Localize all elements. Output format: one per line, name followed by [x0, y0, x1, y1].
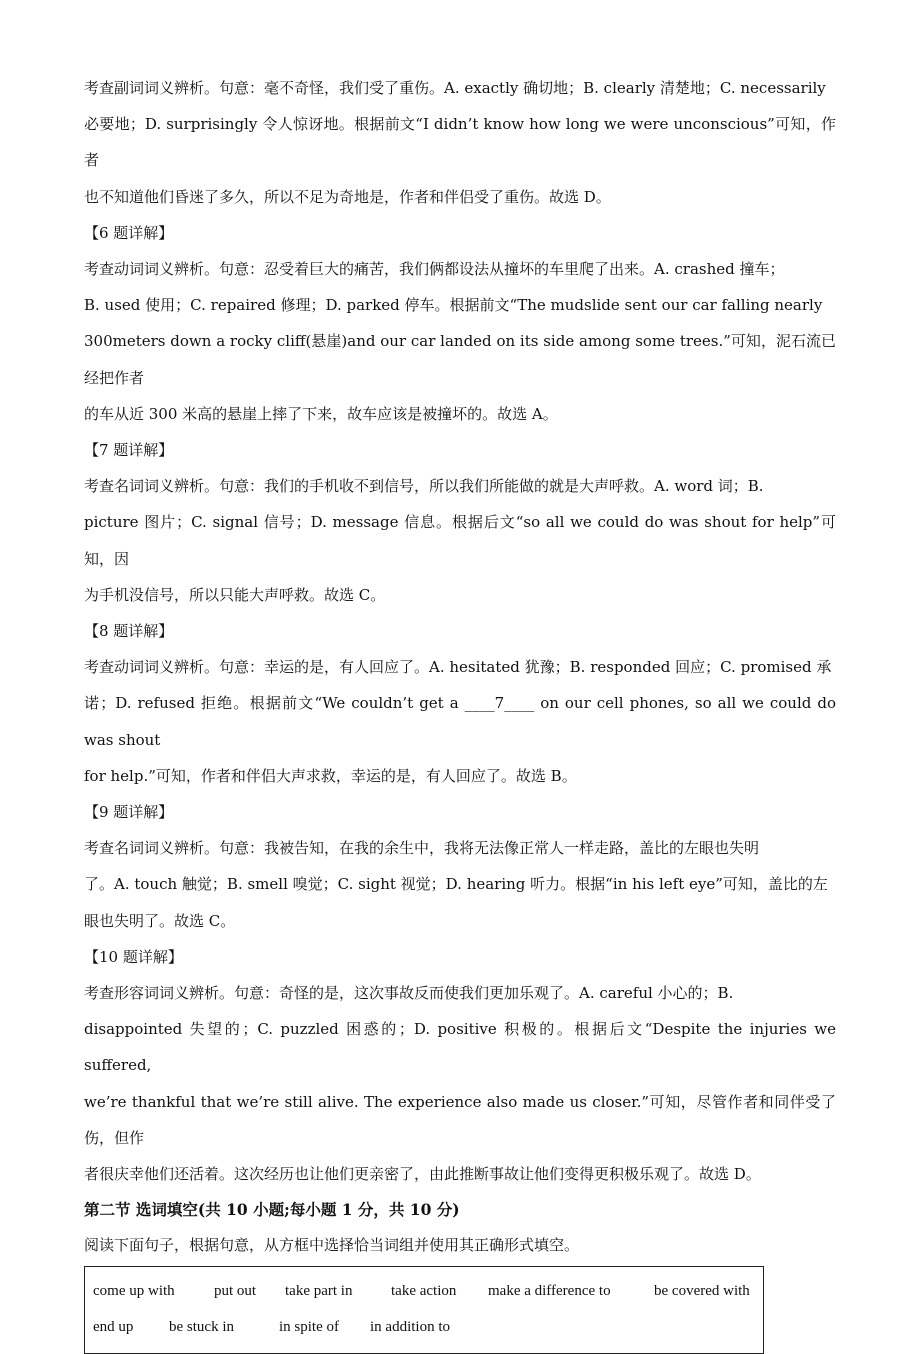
text-line: 考查名词词义辨析。句意：我们的手机收不到信号，所以我们所能做的就是大声呼救。A. word 词；B.	[84, 477, 764, 496]
text-line: 考查名词词义辨析。句意：我被告知，在我的余生中，我将无法像正常人一样走路，盖比的左眼也失明	[84, 839, 760, 858]
text-line: 也不知道他们昏迷了多久，所以不足为奇地是，作者和伴侣受了重伤。故选 D。	[84, 187, 611, 206]
text-line: 考查形容词词义辨析。句意：奇怪的是，这次事故反而使我们更加乐观了。A. careful 小心的；B.	[84, 984, 734, 1003]
text-line: 考查动词词义辨析。句意：忍受着巨大的痛苦，我们俩都设法从撞坏的车里爬了出来。A. crashed 撞车；	[84, 260, 785, 279]
text-line: 者很庆幸他们还活着。这次经历也让他们更亲密了，由此推断事故让他们变得更积极乐观了。故选 D。	[84, 1165, 761, 1184]
word-bank-item: be stuck in	[169, 1319, 234, 1336]
word-bank-item: end up	[93, 1319, 134, 1336]
text-line: B. used 使用；C. repaired 修理；D. parked 停车。根据前文“The mudslide sent our car falling nearly	[84, 296, 823, 315]
word-bank-box	[84, 1266, 764, 1354]
explanation-paragraph	[84, 251, 836, 432]
explanation-paragraph	[84, 649, 836, 794]
question-heading: 【9 题详解】	[84, 803, 174, 822]
text-line: 的车从近 300 米高的悬崖上摔了下来，故车应该是被撞坏的。故选 A。	[84, 404, 558, 423]
word-bank-item: come up with	[93, 1283, 175, 1300]
explanation-paragraph	[84, 975, 836, 1192]
question-heading: 【6 题详解】	[84, 223, 174, 242]
word-bank-item: put out	[214, 1283, 257, 1300]
text-line: 必要地；D. surprisingly 令人惊讶地。根据前文“I didn’t know how long we were unconscious”可知，作者	[84, 115, 836, 170]
text-line: disappointed 失望的；C. puzzled 困惑的；D. positive 积极的。根据后文“Despite the injuries we suffered,	[84, 1020, 836, 1075]
question-heading: 【7 题详解】	[84, 441, 174, 460]
word-bank-row-2	[93, 1309, 755, 1345]
word-bank-item: take part in	[285, 1283, 353, 1300]
text-line: 考查副词词义辨析。句意：毫不奇怪，我们受了重伤。A. exactly 确切地；B. clearly 清楚地；C. necessarily	[84, 79, 826, 97]
word-bank-item: make a difference to	[488, 1283, 611, 1300]
explanation-paragraph	[84, 70, 836, 215]
question-heading: 【8 题详解】	[84, 622, 174, 641]
section-title: 第二节 选词填空(共 10 小题;每小题 1 分，共 10 分)	[84, 1200, 460, 1220]
text-line: 为手机没信号，所以只能大声呼救。故选 C。	[84, 585, 386, 604]
text-line: we’re thankful that we’re still alive. The experience also made us closer.”可知，尽管作者和同伴受了伤，但作	[84, 1092, 836, 1147]
text-line: 眼也失明了。故选 C。	[84, 911, 236, 930]
text-line: 考查动词词义辨析。句意：幸运的是，有人回应了。A. hesitated 犹豫；B. responded 回应；C. promised 承	[84, 658, 832, 677]
text-line: picture 图片；C. signal 信号；D. message 信息。根据后文“so all we could do was shout for help”可知，因	[84, 513, 836, 568]
document-page	[84, 70, 836, 1354]
text-line: 了。A. touch 触觉；B. smell 嗅觉；C. sight 视觉；D. hearing 听力。根据“in his left eye”可知，盖比的左	[84, 875, 828, 894]
section-instruction: 阅读下面句子，根据句意，从方框中选择恰当词组并使用其正确形式填空。	[84, 1236, 580, 1255]
question-heading: 【10 题详解】	[84, 947, 183, 966]
text-line: 诺；D. refused 拒绝。根据前文“We couldn’t get a ____7____ on our cell phones, so all we could do was shout	[84, 694, 836, 749]
word-bank-item: in addition to	[370, 1319, 450, 1336]
text-line: 300meters down a rocky cliff(悬崖)and our car landed on its side among some trees.”可知，泥石流已经把作者	[84, 332, 836, 387]
word-bank-row-1	[93, 1273, 755, 1309]
explanation-blocks	[84, 70, 836, 1192]
text-line: for help.”可知，作者和伴侣大声求救，幸运的是，有人回应了。故选 B。	[84, 766, 577, 785]
word-bank-item: in spite of	[279, 1319, 339, 1336]
explanation-paragraph	[84, 830, 836, 939]
word-bank-item: take action	[391, 1283, 457, 1300]
explanation-paragraph	[84, 468, 836, 613]
word-bank-item: be covered with	[654, 1283, 750, 1300]
